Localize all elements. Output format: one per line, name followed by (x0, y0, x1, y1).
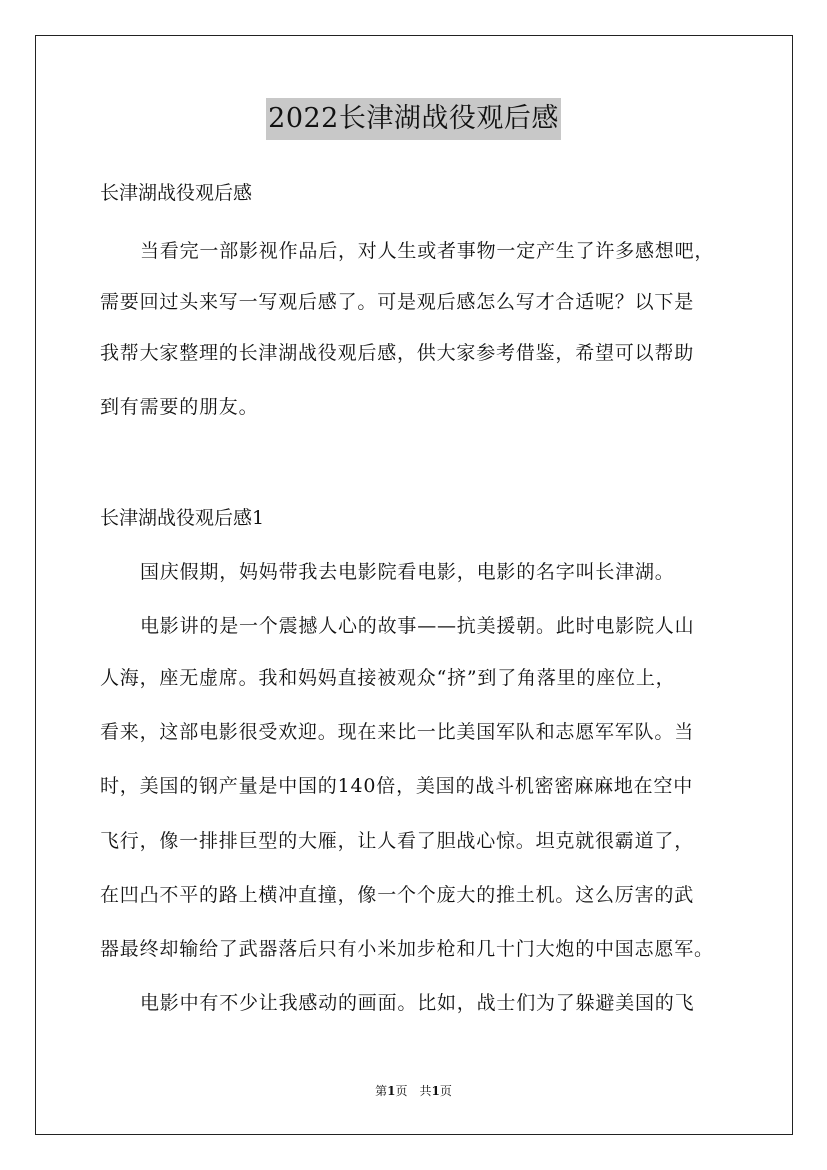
intro-line: 我帮大家整理的长津湖战役观后感，供大家参考借鉴，希望可以帮助 (100, 342, 695, 364)
section-heading: 长津湖战役观后感1 (100, 507, 265, 529)
page-footer (0, 1082, 827, 1100)
document-title: 2022长津湖战役观后感 (266, 98, 561, 140)
body-line: 飞行，像一排排巨型的大雁，让人看了胆战心惊。坦克就很霸道了， (100, 830, 695, 852)
body-line: 器最终却输给了武器落后只有小米加步枪和几十门大炮的中国志愿军。 (100, 938, 714, 960)
footer-page-suffix: 页 (439, 1084, 452, 1098)
body-line: 时，美国的钢产量是中国的140倍，美国的战斗机密密麻麻地在空中 (100, 775, 694, 797)
body-line: 国庆假期，妈妈带我去电影院看电影，电影的名字叫长津湖。 (140, 561, 675, 583)
document-subtitle: 长津湖战役观后感 (100, 182, 253, 204)
body-line: 看来，这部电影很受欢迎。现在来比一比美国军队和志愿军军队。当 (100, 721, 695, 743)
body-line: 电影讲的是一个震撼人心的故事——抗美援朝。此时电影院人山 (140, 615, 695, 637)
intro-line: 当看完一部影视作品后，对人生或者事物一定产生了许多感想吧， (140, 240, 715, 262)
body-line: 人海，座无虚席。我和妈妈直接被观众“挤”到了角落里的座位上， (100, 667, 676, 689)
intro-line: 需要回过头来写一写观后感了。可是观后感怎么写才合适呢？以下是 (100, 291, 695, 313)
footer-page-prefix: 第 (375, 1084, 388, 1098)
footer-page-mid: 页 共 (395, 1084, 432, 1098)
body-line: 在凹凸不平的路上横冲直撞，像一个个庞大的推土机。这么厉害的武 (100, 884, 695, 906)
title-container (0, 98, 827, 140)
intro-line: 到有需要的朋友。 (100, 396, 259, 418)
body-line: 电影中有不少让我感动的画面。比如，战士们为了躲避美国的飞 (140, 992, 695, 1014)
footer-page-number: 1 (387, 1084, 396, 1098)
footer-page-total: 1 (431, 1084, 440, 1098)
